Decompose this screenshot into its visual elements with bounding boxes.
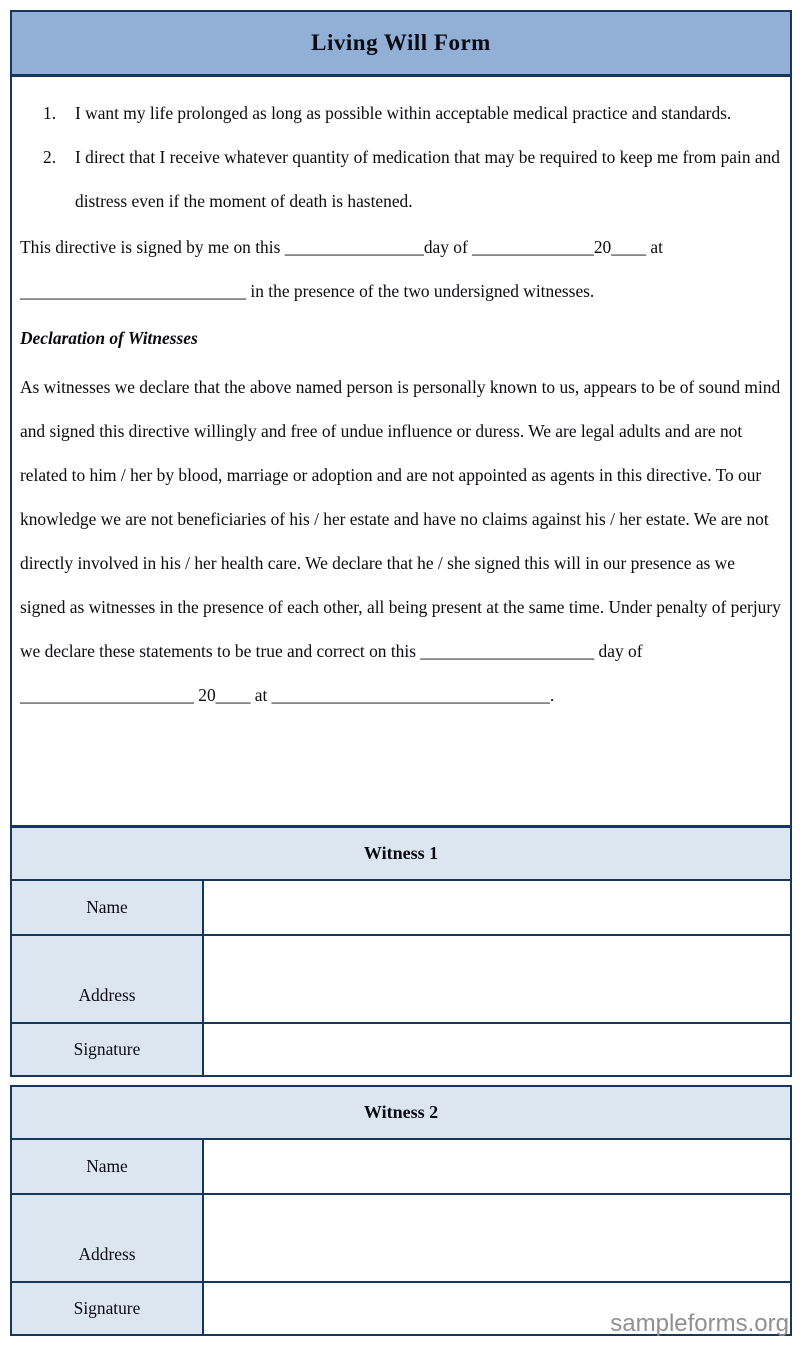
form-document bbox=[10, 10, 792, 1077]
directive-2-text: I direct that I receive whatever quantity of medication that may be required to keep me from pain and distress even if the moment of death is hastened. bbox=[75, 147, 780, 211]
witness-1-signature-row bbox=[12, 1024, 790, 1075]
witness-2-address-row bbox=[12, 1195, 790, 1283]
witness-1-address-field[interactable] bbox=[204, 936, 790, 1022]
declaration-body: As witnesses we declare that the above named person is personally known to us, appears to be of sound mind and signed this directive willingly and free of undue influence or duress. We are legal adults and are not related to him / her by blood, marriage or adoption and are not appointed as agents in this directive. To our knowledge we are not beneficiaries of his / her estate and have no claims against his / her estate. We are not directly involved in his / her health care. We declare that he / she signed this will in our presence as we signed as witnesses in the presence of each other, all being present at the same time. Under penalty of perjury we declare these statements to be true and correct on this ____________________ day of ____________________ 20____ at ________________________________. bbox=[20, 377, 781, 705]
directive-1-number: 1. bbox=[43, 103, 57, 123]
form-body bbox=[12, 77, 790, 828]
witness-2-name-row bbox=[12, 1140, 790, 1195]
witness-2-signature-label: Signature bbox=[12, 1283, 204, 1334]
page-title: Living Will Form bbox=[311, 30, 491, 55]
witness-1-address-label: Address bbox=[12, 936, 204, 1022]
witness-2-table bbox=[12, 1087, 790, 1334]
witness-1-address-row bbox=[12, 936, 790, 1024]
witness-1-signature-label: Signature bbox=[12, 1024, 204, 1075]
directive-item-2 bbox=[43, 135, 782, 223]
form-title-bar bbox=[12, 12, 790, 77]
witness-2-name-label: Name bbox=[12, 1140, 204, 1193]
declaration-heading: Declaration of Witnesses bbox=[20, 328, 198, 348]
watermark-text: sampleforms.org bbox=[610, 1310, 789, 1337]
witness-2-address-field[interactable] bbox=[204, 1195, 790, 1281]
directive-1-text: I want my life prolonged as long as possible within acceptable medical practice and standards. bbox=[75, 103, 732, 123]
witness-1-name-label: Name bbox=[12, 881, 204, 934]
signing-statement: This directive is signed by me on this ________________day of ______________20____ at __________________________ in the presence of the two undersigned witnesses. bbox=[20, 237, 663, 301]
witness-1-signature-field[interactable] bbox=[204, 1024, 790, 1075]
witness-1-name-row bbox=[12, 881, 790, 936]
witness-2-name-field[interactable] bbox=[204, 1140, 790, 1193]
witness-2-document-box bbox=[10, 1085, 792, 1336]
witness-2-address-label: Address bbox=[12, 1195, 204, 1281]
directive-2-number: 2. bbox=[43, 147, 57, 167]
witness-1-name-field[interactable] bbox=[204, 881, 790, 934]
witness-1-table bbox=[12, 828, 790, 1075]
directive-item-1 bbox=[43, 91, 782, 135]
witness-1-title: Witness 1 bbox=[12, 828, 790, 881]
witness-2-title: Witness 2 bbox=[12, 1087, 790, 1140]
